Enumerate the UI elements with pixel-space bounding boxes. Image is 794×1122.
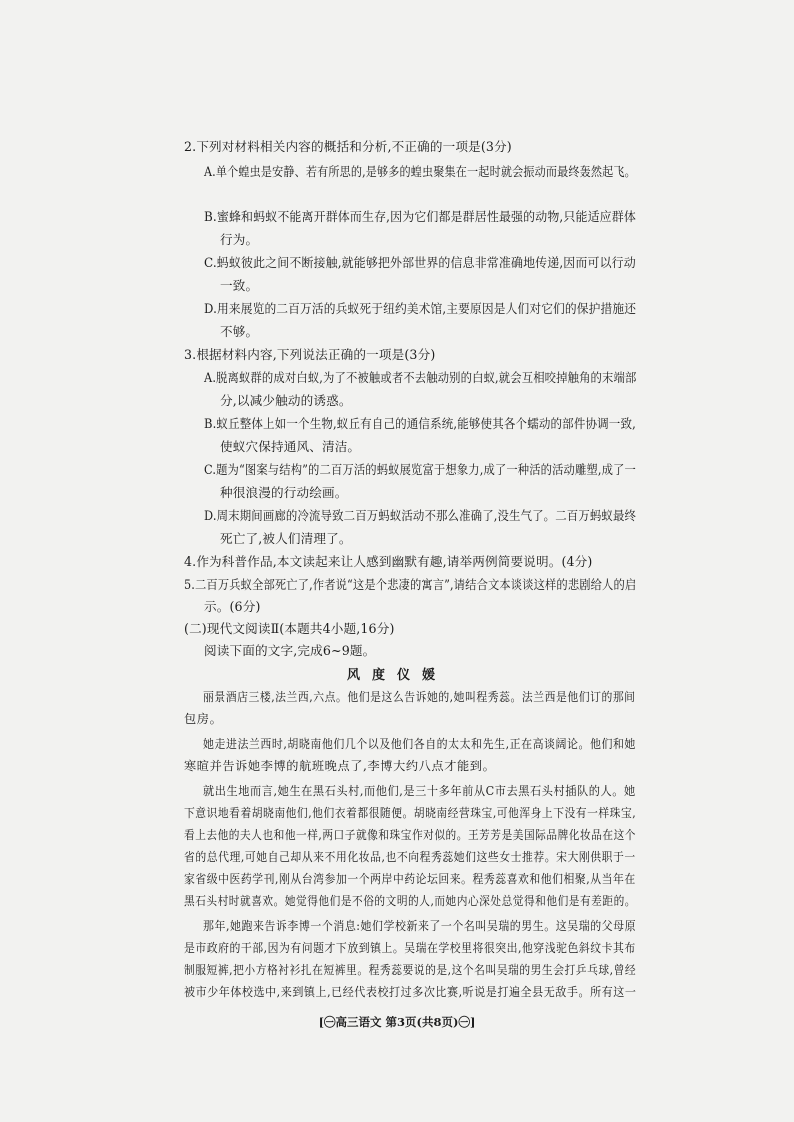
q3-stem: 3.根据材料内容,下列说法正确的一项是(3分)	[184, 347, 436, 362]
story-paragraph-4-line4: 被市少年体校选中,来到镇上,已经代表校打过多次比赛,听说是打遍全县无敌手。所有这一	[184, 985, 637, 999]
q2-option-a: A.单个蝗虫是安静、若有所思的,是够多的蝗虫聚集在一起时就会振动而最终轰然起飞。	[204, 164, 636, 179]
story-paragraph-3-line6: 黑石头村时就喜欢。她觉得他们是不俗的文明的人,而她内心深处总觉得和他们是有差距的。	[184, 894, 637, 908]
story-paragraph-1-cont: 包房。	[184, 712, 223, 726]
story-paragraph-3-line2: 下意识地看着胡晓南他们,他们衣着都很随便。胡晓南经营珠宝,可他浑身上下没有一样珠宝,	[184, 806, 637, 820]
story-paragraph-3-line5: 家省级中医药学刊,刚从台湾参加一个两岸中药论坛回来。程秀蕊喜欢和他们相聚,从当年在	[184, 872, 636, 886]
story-paragraph-3-line3: 看上去他的夫人也和他一样,两口子就像和珠宝作对似的。王芳芳是美国际品牌化妆品在这个	[184, 828, 637, 842]
story-paragraph-2: 她走进法兰西时,胡晓南他们几个以及他们各自的太太和先生,正在高谈阔论。他们和她	[203, 737, 636, 751]
section-heading: (二)现代文阅读Ⅱ(本题共4小题,16分)	[184, 621, 395, 636]
q3-option-b: B.蚁丘整体上如一个生物,蚁丘有自己的通信系统,能够使其各个蠕动的部件协调一致,	[204, 416, 636, 431]
story-paragraph-4-line2: 是市政府的干部,因为有问题才下放到镇上。吴瑞在学校里将很突出,他穿浅驼色斜纹卡其布	[184, 941, 636, 955]
q2-stem: 2.下列对材料相关内容的概括和分析,不正确的一项是(3分)	[184, 139, 512, 154]
q2-option-c-cont: 一致。	[220, 278, 259, 293]
q3-option-a-cont: 分,以减少触动的诱惑。	[220, 393, 352, 408]
q3-option-d: D.周末期间画廊的冷流导致二百万蚂蚁活动不那么准确了,没生气了。二百万蚂蚁最终	[204, 508, 637, 523]
q2-option-b: B.蜜蜂和蚂蚁不能离开群体而生存,因为它们都是群居性最强的动物,只能适应群体	[204, 209, 636, 224]
q3-option-a: A.脱离蚁群的成对白蚁,为了不被触或者不去触动别的白蚁,就会互相咬掉触角的末端部	[204, 370, 637, 385]
story-paragraph-4: 那年,她跑来告诉李博一个消息:她们学校新来了一个名叫吴瑞的男生。这吴瑞的父母原	[203, 919, 637, 933]
q2-option-b-cont: 行为。	[220, 232, 259, 247]
q5-stem-cont: 示。(6分)	[204, 599, 261, 614]
section-instruction: 阅读下面的文字,完成6~9题。	[204, 643, 376, 658]
q5-stem: 5.二百万兵蚁全部死亡了,作者说“这是个悲凄的寓言”,请结合文本谈谈这样的悲剧给人的启	[184, 577, 637, 592]
story-paragraph-1: 丽景酒店三楼,法兰西,六点。他们是这么告诉她的,她叫程秀蕊。法兰西是他们订的那间	[203, 690, 636, 704]
q3-option-c-cont: 种很浪漫的行动绘画。	[220, 485, 348, 500]
story-title: 风度仪媛	[346, 668, 447, 683]
story-paragraph-3: 就出生地而言,她生在黑石头村,而他们,是三十多年前从C市去黑石头村插队的人。她	[203, 784, 636, 798]
q3-option-b-cont: 使蚁穴保持通风、清洁。	[220, 439, 361, 454]
story-paragraph-3-line4: 省的总代理,可她自己却从来不用化妆品,也不向程秀蕊她们这些女士推荐。宋大刚供职于一	[184, 850, 636, 864]
story-paragraph-4-line3: 制服短裤,把小方格衬衫扎在短裤里。程秀蕊要说的是,这个名叫吴瑞的男生会打乒乓球,曾经	[184, 963, 637, 977]
q3-option-c: C.题为“图案与结构”的二百万活的蚂蚁展览富于想象力,成了一种活的活动雕塑,成了一	[204, 462, 636, 477]
q4-stem: 4.作为科普作品,本文读起来让人感到幽默有趣,请举两例简要说明。(4分)	[184, 554, 593, 569]
page-footer: [㊀高三语文 第3页(共8页)㊀]	[318, 1015, 476, 1029]
q2-option-c: C.蚂蚁彼此之间不断接触,就能够把外部世界的信息非常准确地传递,因而可以行动	[204, 255, 636, 270]
q2-option-d: D.用来展览的二百万活的兵蚁死于纽约美术馆,主要原因是人们对它们的保护措施还	[204, 301, 637, 316]
story-paragraph-2-cont: 寒暄并告诉她李博的航班晚点了,李博大约八点才能到。	[184, 759, 496, 773]
q2-option-d-cont: 不够。	[220, 324, 259, 339]
q3-option-d-cont: 死亡了,被人们清理了。	[220, 531, 352, 546]
